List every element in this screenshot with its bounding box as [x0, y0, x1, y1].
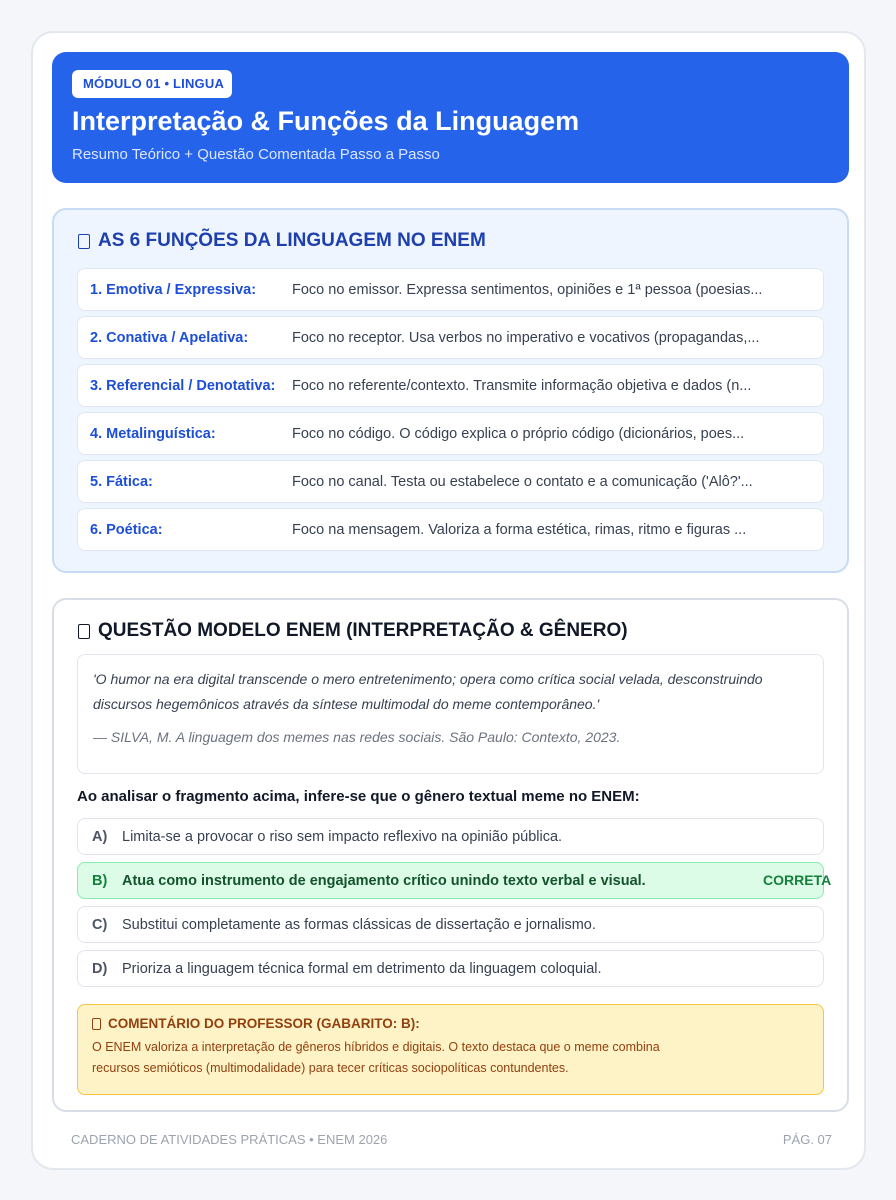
quote-source: — SILVA, M. A linguagem dos memes nas redes sociais. São Paulo: Contexto, 2023. — [93, 729, 621, 745]
function-description: Foco no emissor. Expressa sentimentos, opiniões e 1ª pessoa (poesias... — [292, 281, 763, 298]
worksheet-page — [31, 31, 866, 1170]
function-description: Foco no referente/contexto. Transmite informação objetiva e dados (n... — [292, 377, 752, 394]
option-b[interactable] — [77, 862, 832, 899]
page-subtitle: Resumo Teórico + Questão Comentada Passo a Passo — [72, 146, 440, 163]
function-label: 6. Poética: — [90, 521, 163, 538]
option-letter: B) — [92, 872, 108, 889]
function-label: 2. Conativa / Apelativa: — [90, 329, 249, 346]
book-icon — [78, 234, 90, 249]
option-text: Atua como instrumento de engajamento crítico unindo texto verbal e visual. — [122, 872, 646, 889]
page-title: Interpretação & Funções da Linguagem — [72, 106, 580, 136]
option-letter: D) — [92, 960, 108, 977]
option-letter: C) — [92, 916, 108, 933]
function-label: 4. Metalinguística: — [90, 425, 216, 442]
bulb-icon — [92, 1018, 101, 1030]
page-number: PÁG. 07 — [782, 1132, 832, 1147]
function-label: 3. Referencial / Denotativa: — [90, 377, 276, 394]
function-row-conativa — [77, 316, 824, 359]
comment-title — [92, 1016, 420, 1031]
functions-title-text: AS 6 FUNÇÕES DA LINGUAGEM NO ENEM — [98, 230, 486, 251]
question-title-text: QUESTÃO MODELO ENEM (INTERPRETAÇÃO & GÊNERO) — [98, 620, 628, 641]
option-text: Substitui completamente as formas clássicas de dissertação e jornalismo. — [122, 916, 596, 933]
option-text: Limita-se a provocar o riso sem impacto reflexivo na opinião pública. — [122, 828, 563, 845]
function-description: Foco no canal. Testa ou estabelece o contato e a comunicação ('Alô?'... — [292, 473, 753, 490]
quote-box — [77, 654, 824, 774]
function-label: 1. Emotiva / Expressiva: — [90, 281, 257, 298]
question-prompt: Ao analisar o fragmento acima, infere-se que o gênero textual meme no ENEM: — [77, 788, 640, 805]
option-c[interactable] — [77, 906, 824, 943]
teacher-comment-box — [77, 1004, 824, 1095]
question-section — [52, 598, 849, 1112]
functions-section — [52, 208, 849, 573]
function-row-poetica — [77, 508, 824, 551]
function-description: Foco na mensagem. Valoriza a forma estética, rimas, ritmo e figuras ... — [292, 521, 747, 538]
option-a[interactable] — [77, 818, 824, 855]
function-description: Foco no código. O código explica o próprio código (dicionários, poes... — [292, 425, 745, 442]
module-header — [52, 52, 849, 183]
quote-text: 'O humor na era digital transcende o mero entretenimento; opera como crítica social velada, desconstruindo discursos hegemônicos através da síntese multimodal do meme contemporâneo.' — [93, 671, 763, 712]
function-label: 5. Fática: — [90, 473, 153, 490]
functions-title — [78, 230, 486, 252]
option-letter: A) — [92, 828, 108, 845]
function-description: Foco no receptor. Usa verbos no imperativo e vocativos (propagandas,... — [292, 329, 760, 346]
comment-text: O ENEM valoriza a interpretação de gêneros híbridos e digitais. O texto destaca que o meme combina recursos semióticos (multimodalidade) para tecer críticas sociopolíticas contundentes. — [92, 1040, 660, 1075]
function-row-fatica — [77, 460, 824, 503]
correct-tag: CORRETA — [763, 872, 832, 888]
function-row-emotiva — [77, 268, 824, 311]
function-row-referencial — [77, 364, 824, 407]
function-row-metalinguistica — [77, 412, 824, 455]
question-title — [78, 620, 628, 642]
module-badge: MÓDULO 01 • LINGUA — [72, 70, 232, 98]
option-text: Prioriza a linguagem técnica formal em detrimento da linguagem coloquial. — [122, 960, 602, 977]
comment-title-text: COMENTÁRIO DO PROFESSOR (GABARITO: B): — [108, 1016, 420, 1031]
option-d[interactable] — [77, 950, 824, 987]
footer-caption: CADERNO DE ATIVIDADES PRÁTICAS • ENEM 2026 — [71, 1132, 388, 1147]
target-icon — [78, 624, 90, 639]
